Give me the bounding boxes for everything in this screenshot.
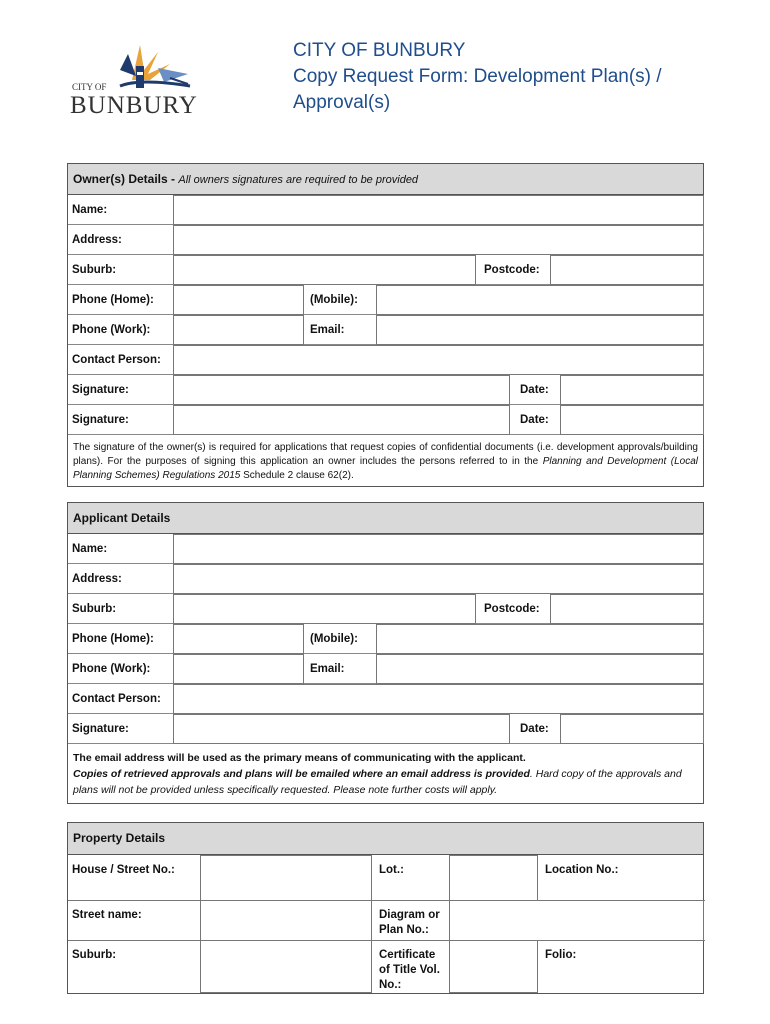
applicant-heading: Applicant Details (68, 503, 703, 534)
applicant-contact-label: Contact Person: (72, 693, 161, 705)
applicant-signature-label: Signature: (72, 723, 129, 735)
applicant-section (67, 502, 704, 804)
property-cert-line2: of Title Vol. (379, 964, 440, 976)
owner-suburb-label: Suburb: (72, 264, 117, 276)
property-folio-label: Folio: (545, 949, 577, 961)
property-cert-line3: No.: (379, 979, 402, 991)
applicant-suburb-label: Suburb: (72, 603, 117, 615)
owner-postcode-field[interactable] (550, 255, 704, 285)
applicant-name-label: Name: (72, 543, 108, 555)
owners-heading (68, 164, 703, 195)
applicant-postcode-field[interactable] (550, 594, 704, 624)
property-cert-field[interactable] (449, 940, 538, 993)
applicant-contact-field[interactable] (173, 684, 704, 714)
owner-address-field[interactable] (173, 225, 704, 255)
owner-phone-home-field[interactable] (173, 285, 304, 315)
owner-date-1-label: Date: (520, 384, 549, 396)
owner-phone-home-label: Phone (Home): (72, 294, 154, 306)
page-title (293, 38, 662, 116)
property-house-field[interactable] (200, 855, 372, 901)
property-location-label: Location No.: (545, 864, 619, 876)
applicant-note (68, 744, 703, 804)
property-cert-line1: Certificate (379, 949, 436, 961)
applicant-note-2-rest: . Hard copy of the approvals and plans will not be provided unless specifically requested. Please note further costs will apply. (73, 768, 682, 796)
owner-signature-2-field[interactable] (173, 405, 510, 435)
owner-name-field[interactable] (173, 195, 704, 225)
logo-text-top: CITY OF (72, 82, 107, 92)
owner-postcode-label: Postcode: (484, 264, 540, 276)
applicant-date-label: Date: (520, 723, 549, 735)
applicant-address-label: Address: (72, 573, 122, 585)
property-heading: Property Details (68, 823, 703, 855)
owner-signature-1-field[interactable] (173, 375, 510, 405)
owner-suburb-field[interactable] (173, 255, 476, 285)
owner-phone-work-label: Phone (Work): (72, 324, 151, 336)
property-lot-label: Lot.: (379, 864, 404, 876)
applicant-suburb-field[interactable] (173, 594, 476, 624)
property-row-divider-2 (68, 940, 705, 941)
owner-phone-work-field[interactable] (173, 315, 304, 345)
applicant-email-label: Email: (310, 663, 345, 675)
owners-section (67, 163, 704, 487)
owner-email-field[interactable] (376, 315, 704, 345)
property-lot-field[interactable] (449, 855, 538, 901)
title-line-3: Approval(s) (293, 92, 391, 113)
owner-signature-2-label: Signature: (72, 414, 129, 426)
owners-heading-label: Owner(s) Details - (73, 172, 179, 186)
property-diagram-label (379, 908, 440, 938)
property-section (67, 822, 704, 994)
owner-date-1-field[interactable] (560, 375, 704, 405)
applicant-mobile-field[interactable] (376, 624, 704, 654)
owner-address-label: Address: (72, 234, 122, 246)
owner-date-2-field[interactable] (560, 405, 704, 435)
applicant-email-field[interactable] (376, 654, 704, 684)
applicant-note-2-bold: Copies of retrieved approvals and plans will be emailed where an email address is provided (73, 768, 530, 780)
applicant-phone-home-label: Phone (Home): (72, 633, 154, 645)
applicant-phone-work-label: Phone (Work): (72, 663, 151, 675)
applicant-note-1: The email address will be used as the primary means of communicating with the applicant. (73, 752, 526, 764)
applicant-address-field[interactable] (173, 564, 704, 594)
owner-name-label: Name: (72, 204, 108, 216)
title-line-2: Copy Request Form: Development Plan(s) / (293, 66, 662, 87)
owner-date-2-label: Date: (520, 414, 549, 426)
owners-note-regulation: Planning and Development (Local Planning Schemes) Regulations 2015 (73, 456, 698, 481)
owner-contact-field[interactable] (173, 345, 704, 375)
owners-heading-note: All owners signatures are required to be provided (178, 174, 419, 186)
applicant-mobile-label: (Mobile): (310, 633, 358, 645)
property-diagram-line1: Diagram or (379, 909, 440, 921)
property-diagram-line2: Plan No.: (379, 924, 429, 936)
property-cert-label (379, 948, 440, 993)
city-of-bunbury-logo (70, 40, 210, 120)
applicant-phone-work-field[interactable] (173, 654, 304, 684)
property-house-label: House / Street No.: (72, 864, 175, 876)
applicant-phone-home-field[interactable] (173, 624, 304, 654)
applicant-name-field[interactable] (173, 534, 704, 564)
property-suburb-field[interactable] (200, 940, 372, 993)
owner-mobile-field[interactable] (376, 285, 704, 315)
applicant-postcode-label: Postcode: (484, 603, 540, 615)
applicant-date-field[interactable] (560, 714, 704, 744)
title-line-1: CITY OF BUNBURY (293, 40, 466, 61)
property-diagram-field[interactable] (449, 900, 704, 941)
property-street-field[interactable] (200, 900, 372, 941)
owners-note (68, 435, 703, 489)
property-street-label: Street name: (72, 909, 142, 921)
property-suburb-label: Suburb: (72, 949, 117, 961)
applicant-signature-field[interactable] (173, 714, 510, 744)
owners-note-c: Schedule 2 clause 62(2). (240, 470, 354, 481)
owner-contact-label: Contact Person: (72, 354, 161, 366)
owner-signature-1-label: Signature: (72, 384, 129, 396)
owners-note-a: The signature of the owner(s) is required for applications that request copies of confidential documents (i.e. development approvals/building plans). For the purposes of signing this application an owner includes the persons referred to in the (73, 442, 698, 467)
owner-email-label: Email: (310, 324, 345, 336)
owner-mobile-label: (Mobile): (310, 294, 358, 306)
logo-text-main: BUNBURY (70, 92, 198, 119)
